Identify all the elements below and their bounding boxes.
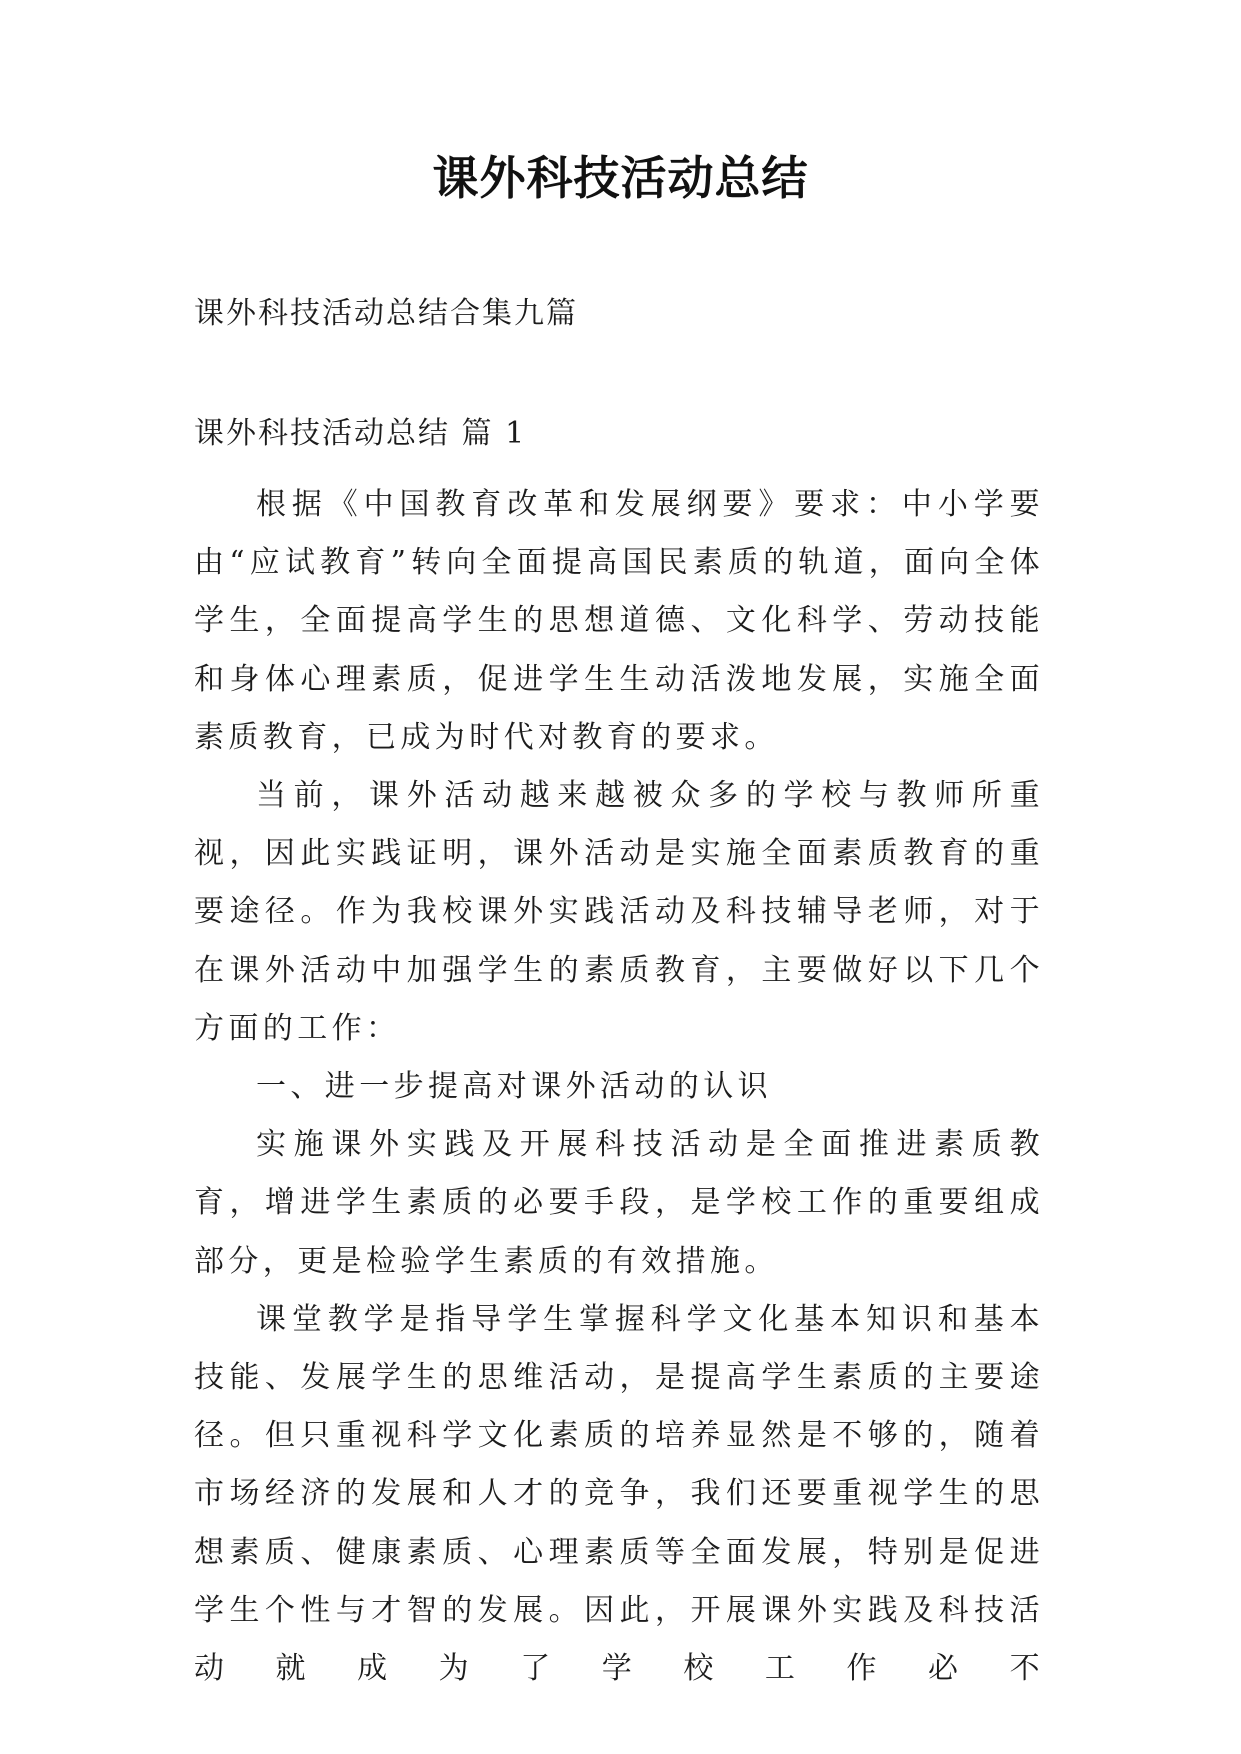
document-body [194, 476, 1044, 1698]
document-title: 课外科技活动总结 [432, 151, 809, 205]
paragraph: 当前，课外活动越来越被众多的学校与教师所重视，因此实践证明，课外活动是实施全面素质教育的重要途径。作为我校课外实践活动及科技辅导老师，对于在课外活动中加强学生的素质教育，主要做好以下几个方面的工作： [194, 778, 1044, 1046]
document-subtitle: 课外科技活动总结合集九篇 [194, 296, 578, 331]
paragraph: 实施课外实践及开展科技活动是全面推进素质教育，增进学生素质的必要手段，是学校工作的重要组成部分，更是检验学生素质的有效措施。 [194, 1127, 1044, 1279]
paragraph: 课堂教学是指导学生掌握科学文化基本知识和基本技能、发展学生的思维活动，是提高学生素质的主要途径。但只重视科学文化素质的培养显然是不够的，随着市场经济的发展和人才的竞争，我们还要重视学生的思想素质、健康素质、心理素质等全面发展，特别是促进学生个性与才智的发展。因此，开展课外实践及科技活动就成为了学校工作必不 [194, 1301, 1044, 1687]
section-heading: 课外科技活动总结 篇 1 [194, 416, 527, 451]
paragraph: 一、进一步提高对课外活动的认识 [256, 1069, 772, 1105]
paragraph: 根据《中国教育改革和发展纲要》要求：中小学要由“应试教育”转向全面提高国民素质的轨道，面向全体学生，全面提高学生的思想道德、文化科学、劳动技能和身体心理素质，促进学生生动活泼地发展，实施全面素质教育，已成为时代对教育的要求。 [194, 487, 1044, 755]
